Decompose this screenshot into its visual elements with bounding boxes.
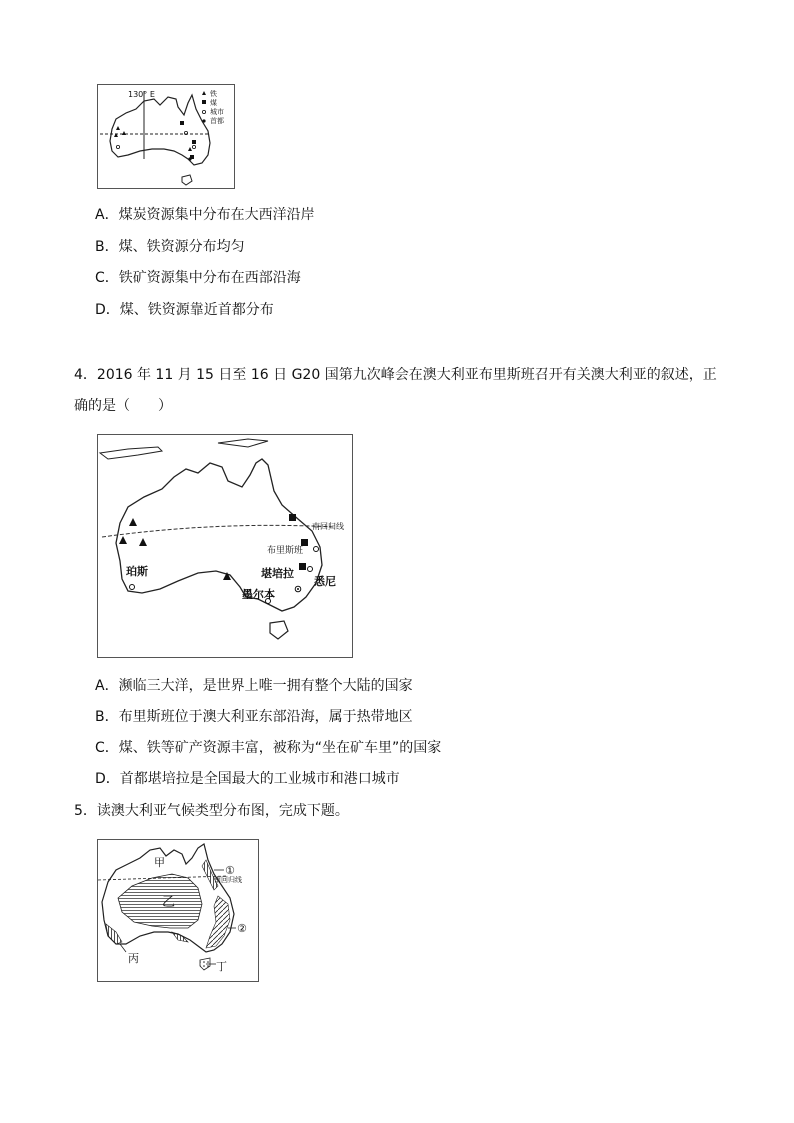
legend-capital-label: 首都 [210,117,224,125]
tropic-line [102,525,334,537]
q4-stem-line1: 4．2016 年 11 月 15 日至 16 日 G20 国第九次峰会在澳大利亚布里斯班召开有关澳大利亚的叙述，正 [74,367,717,383]
tasmania-outline [182,175,192,185]
australia-cities-map [97,434,353,658]
australia-outline [116,459,322,611]
legend-coal-symbol [202,100,206,104]
melbourne-label: 墨尔本 [242,588,275,601]
q4-stem-line2: 确的是（ ） [74,398,172,414]
australia-cities-map-drawing [98,435,352,657]
iron-marker [188,147,192,151]
australia-resource-map-drawing [98,85,234,188]
coal-marker [301,539,308,546]
iron-marker [122,131,126,135]
australia-climate-map [97,839,259,982]
coal-marker [192,140,196,144]
q4-option-c[interactable]: C．煤、铁等矿产资源丰富，被称为“坐在矿车里”的国家 [95,740,442,756]
iron-marker [129,518,137,526]
coal-marker [180,121,184,125]
coal-marker [289,514,296,521]
q4-option-d[interactable]: D．首都堪培拉是全国最大的工业城市和港口城市 [95,771,400,787]
q3-option-a[interactable]: A．煤炭资源集中分布在大西洋沿岸 [95,207,315,223]
label-ding: 丁 [216,960,227,973]
iron-marker [119,536,127,544]
q3-option-b[interactable]: B．煤、铁资源分布均匀 [95,239,245,255]
perth-marker [130,585,135,590]
tropic-label: 南回归线 [214,876,242,884]
label-bing: 丙 [128,952,139,965]
legend-iron-label: 铁 [210,90,217,98]
legend-city-label: 城市 [210,108,224,116]
coal-marker [299,563,306,570]
brisbane-label: 布里斯班 [267,546,304,556]
legend-city-symbol [202,110,205,113]
q3-option-c[interactable]: C．铁矿资源集中分布在西部沿海 [95,270,301,286]
label-one: ① [225,864,235,877]
legend-coal-label: 煤 [210,99,217,107]
sydney-marker [308,567,313,572]
q4-option-b[interactable]: B．布里斯班位于澳大利亚东部沿海，属于热带地区 [95,709,413,725]
city-marker [192,145,195,148]
iron-marker [139,538,147,546]
iron-marker [116,126,120,130]
q5-stem: 5．读澳大利亚气候类型分布图，完成下题。 [74,803,349,819]
tropic-label: 南回归线 [312,522,344,531]
capital-marker [188,157,191,160]
island-outline [100,447,162,459]
australia-outline [110,95,210,165]
australia-resource-map [97,84,235,189]
longitude-label: 130° E [128,90,155,99]
legend-iron-symbol [202,91,206,95]
q4-option-a[interactable]: A．濒临三大洋，是世界上唯一拥有整个大陆的国家 [95,678,413,694]
city-marker [116,145,119,148]
canberra-marker-dot [297,588,299,590]
pointer-line [120,944,126,952]
island-outline [218,439,268,447]
q3-option-d[interactable]: D．煤、铁资源靠近首都分布 [95,302,274,318]
canberra-label: 堪培拉 [261,567,294,580]
legend-capital-symbol [202,119,205,122]
brisbane-marker [314,547,319,552]
label-two: ② [237,922,247,935]
australia-climate-map-drawing [98,840,258,981]
perth-label: 珀斯 [126,565,148,578]
sydney-label: 悉尼 [314,575,336,588]
tasmania-outline [270,621,288,639]
label-yi: 乙 [162,895,176,910]
label-jia: 甲 [154,856,165,869]
